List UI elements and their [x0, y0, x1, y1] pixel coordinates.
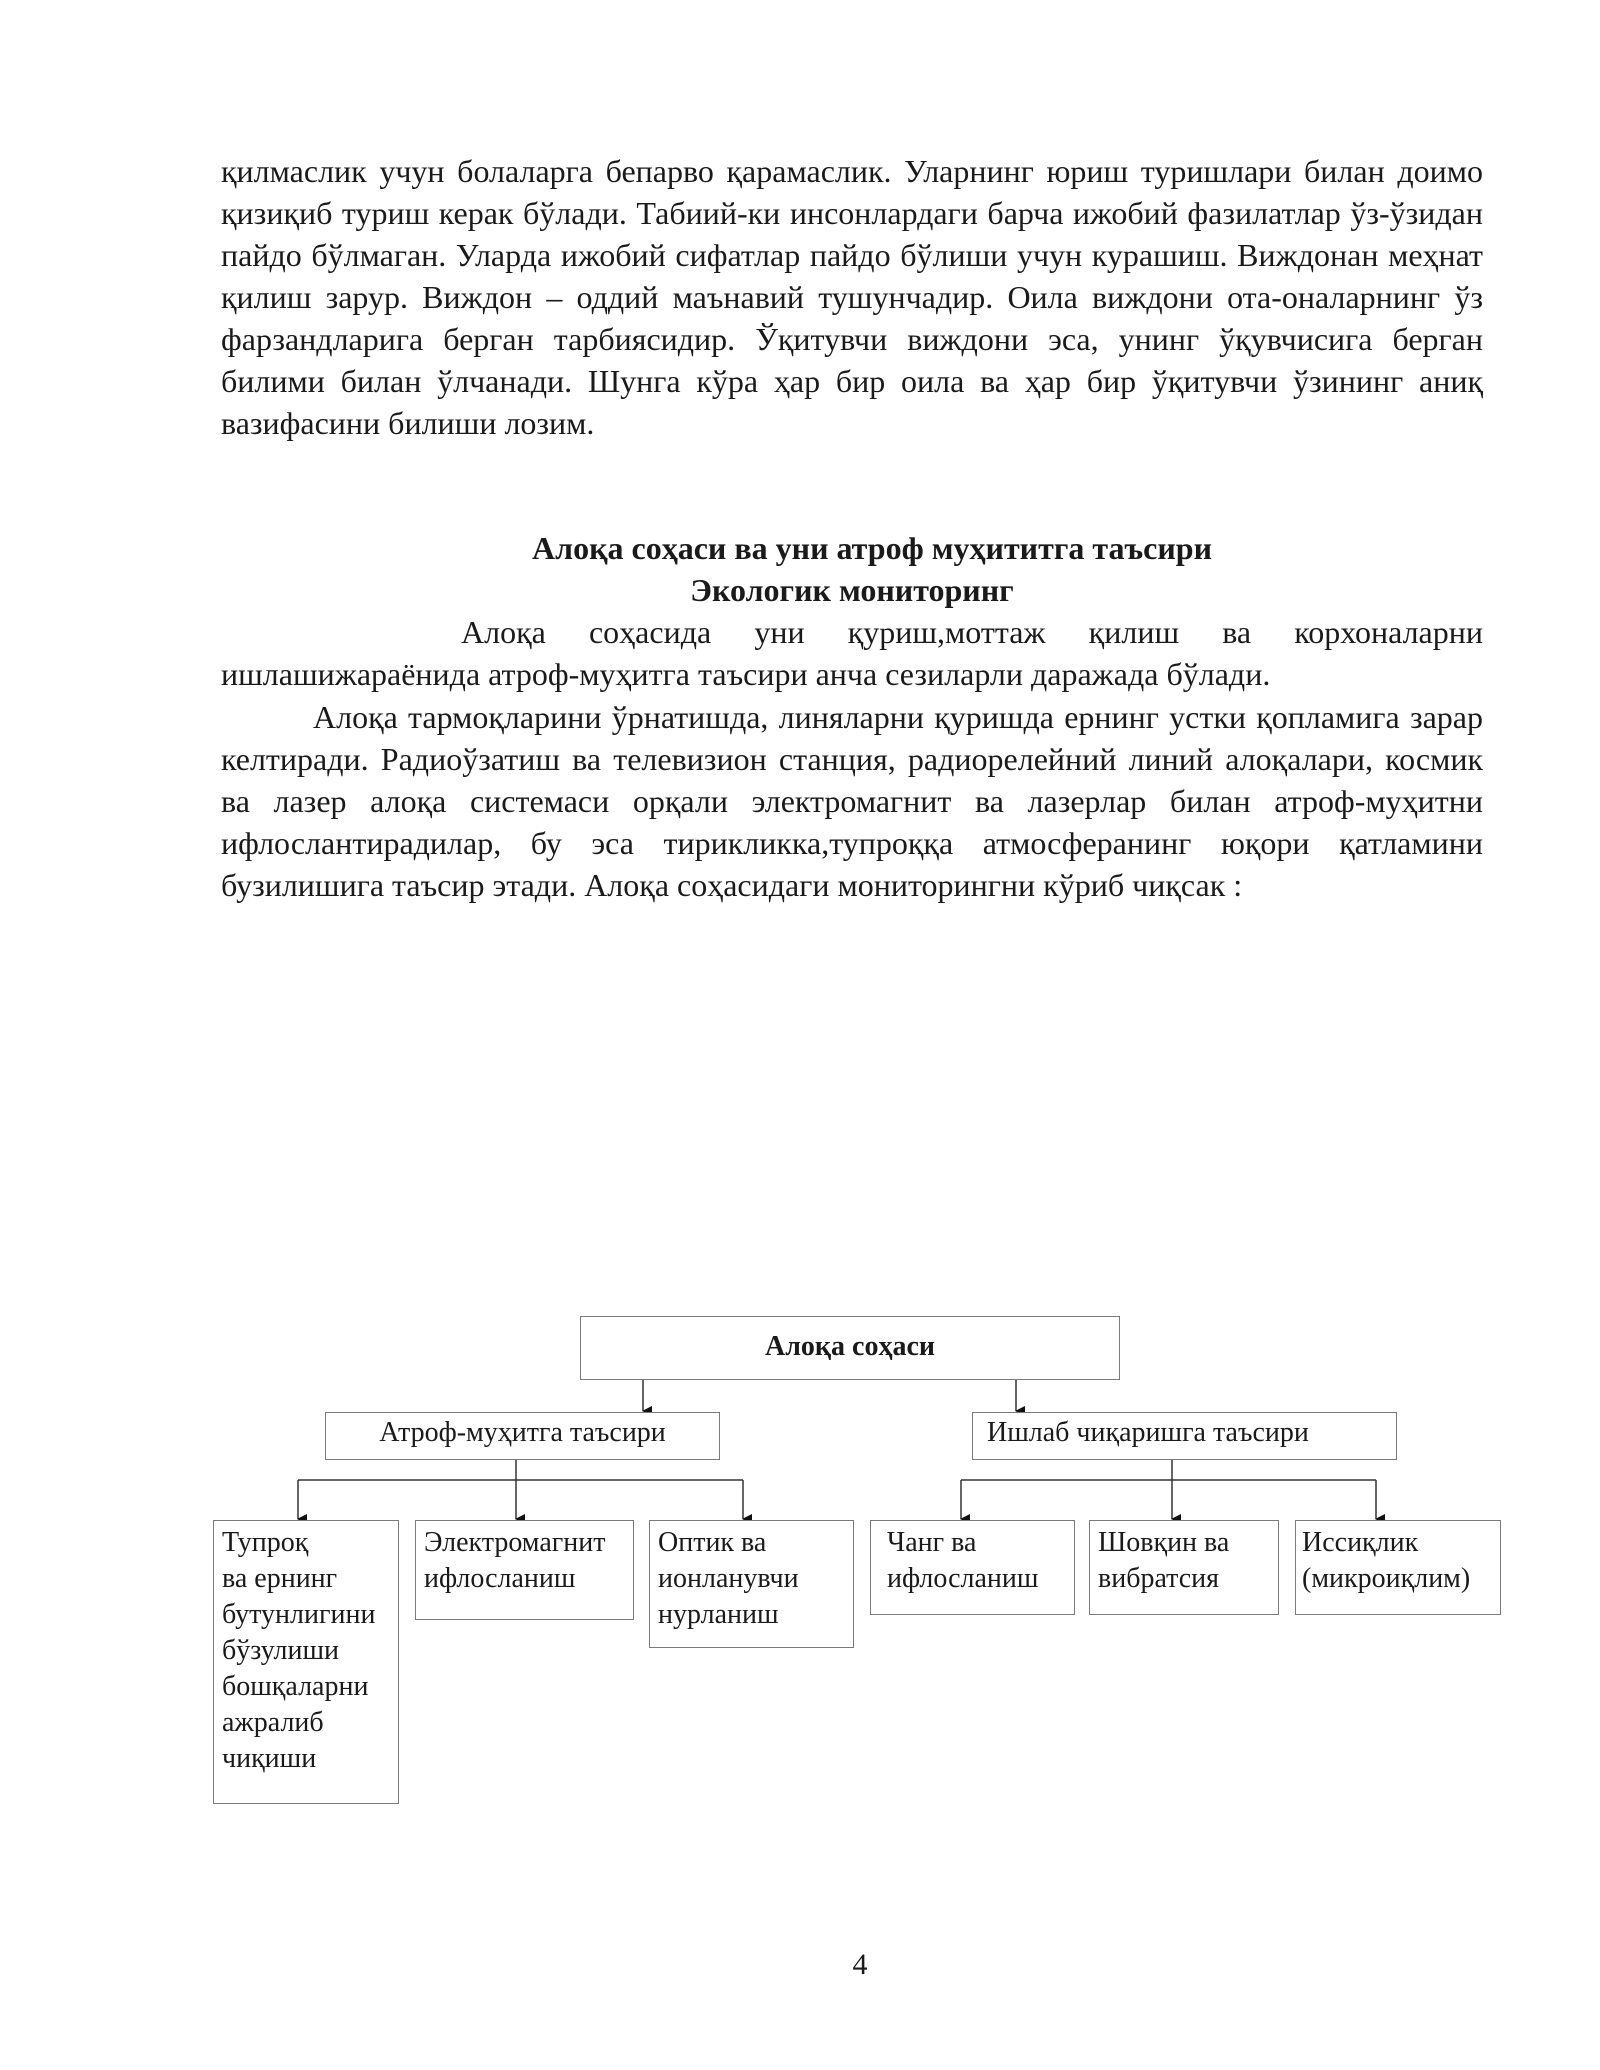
diagram-node-dust: Чанг ва ифлосланиш: [870, 1520, 1075, 1615]
diagram-root-box: Алоқа соҳаси: [580, 1316, 1120, 1380]
paragraph-text: Алоқа соҳасида уни қуриш,моттаж қилиш ва корхоналарни ишлашижараёнида атроф-муҳитга таъсири анча сезиларли даражада бўлади.: [221, 614, 1483, 692]
diagram-branch-environment: Атроф-муҳитга таъсири: [325, 1412, 720, 1460]
paragraph-text: Алоқа тармоқларини ўрнатишда, линяларни қуришда ернинг устки қопламига зарар келтиради. Радиоўзатиш ва телевизион станция, радиорелейний линий алоқалари, космик ва лазер алоқа системаси орқали электромагнит ва лазерлар билан атроф-муҳитни ифлослантирадилар, бу эса тирикликка,тупроққа атмосферанинг юқори қатламини бузилишига таъсир этади. Алоқа соҳасидаги мониторингни кўриб чиқсак :: [221, 699, 1483, 903]
page-number: 4: [852, 1948, 868, 1981]
section-title: Алоқа соҳаси ва уни атроф муҳититга таъсири: [532, 530, 1212, 566]
section-subtitle: Экологик мониторинг: [690, 572, 1014, 608]
diagram-node-noise: Шовқин ва вибратсия: [1089, 1520, 1279, 1615]
diagram-branch-production: Ишлаб чиқаришга таъсири: [972, 1412, 1397, 1460]
diagram-node-optical: Оптик ва ионланувчи нурланиш: [649, 1520, 854, 1648]
diagram-node-electromagnetic: Электромагнит ифлосланиш: [415, 1520, 634, 1620]
diagram-node-soil: Тупроқ ва ернинг бутунлигини бўзулиши бошқаларни ажралиб чиқиши: [213, 1520, 399, 1804]
paragraph-text: қилмаслик учун болаларга бепарво қарамаслик. Уларнинг юриш туришлари билан доимо қизиқиб туриш керак бўлади. Табиий-ки инсонлардаги барча ижобий фазилатлар ўз-ўзидан пайдо бўлмаган. Уларда ижобий сифатлар пайдо бўлиши учун курашиш. Виждонан меҳнат қилиш зарур. Виждон – оддий маънавий тушунчадир. Оила виждони ота-оналарнинг ўз фарзандларига берган тарбиясидир. Ўқитувчи виждони эса, унинг ўқувчисига берган билими билан ўлчанади. Шунга кўра ҳар бир оила ва ҳар бир ўқитувчи ўзининг аниқ вазифасини билиши лозим.: [221, 153, 1483, 441]
diagram-node-heat: Иссиқлик (микроиқлим): [1295, 1520, 1501, 1615]
